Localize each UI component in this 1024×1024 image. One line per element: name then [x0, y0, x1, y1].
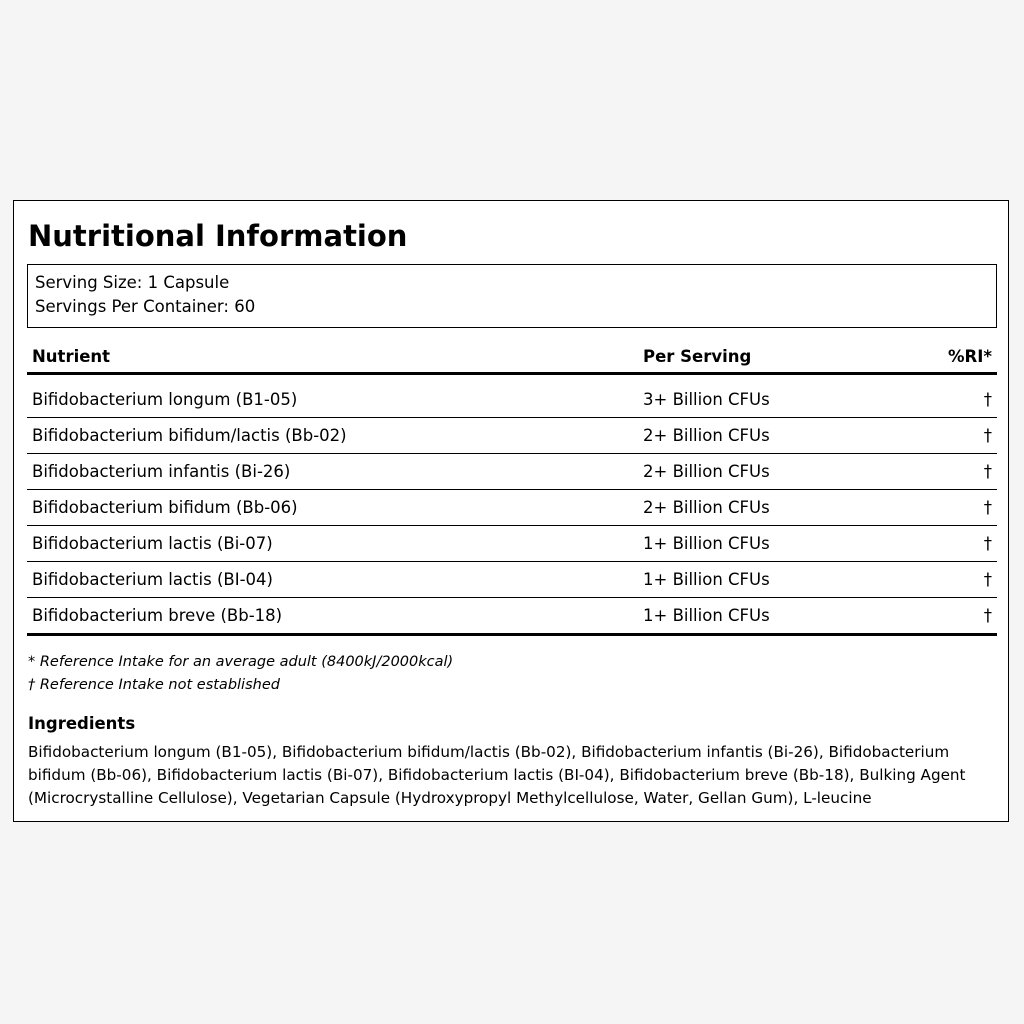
per-serving-cell: 1+ Billion CFUs	[643, 570, 770, 589]
nutrient-cell: Bifidobacterium infantis (Bi-26)	[32, 462, 291, 481]
nutrient-cell: Bifidobacterium lactis (Bi-07)	[32, 534, 273, 553]
ingredients-heading: Ingredients	[28, 714, 136, 733]
footnote-reference-intake: * Reference Intake for an average adult (8400kJ/2000kcal)	[28, 654, 454, 670]
header-per-serving: Per Serving	[643, 347, 752, 366]
ri-cell: †	[983, 462, 992, 481]
ingredients-text: Bifidobacterium longum (B1-05), Bifidobacterium bifidum/lactis (Bb-02), Bifidobacterium infantis (Bi-26), Bifidobacterium bifidum (Bb-06), Bifidobacterium lactis (Bi-07), Bifidobacterium lactis (BI-04), Bifidobacterium breve (Bb-18), Bulking Agent (Microcrystalline Cellulose), Vegetarian Capsule (Hydroxypropyl Methylcellulose, Water, Gellan Gum), L-leucine	[28, 743, 966, 807]
nutrient-cell: Bifidobacterium bifidum (Bb-06)	[32, 498, 298, 517]
page-title: Nutritional Information	[28, 219, 408, 253]
per-serving-cell: 3+ Billion CFUs	[643, 390, 770, 409]
nutrient-cell: Bifidobacterium breve (Bb-18)	[32, 606, 283, 625]
nutrient-table	[27, 341, 997, 636]
footnotes	[28, 651, 453, 697]
ri-cell: †	[983, 390, 992, 409]
nutrient-cell: Bifidobacterium lactis (BI-04)	[32, 570, 273, 589]
serving-info-box	[27, 264, 997, 328]
header-nutrient: Nutrient	[32, 347, 111, 366]
table-row	[27, 454, 997, 490]
ri-cell: †	[983, 498, 992, 517]
table-row	[27, 598, 997, 636]
nutrition-panel	[13, 200, 1009, 822]
per-serving-cell: 2+ Billion CFUs	[643, 498, 770, 517]
per-serving-cell: 2+ Billion CFUs	[643, 462, 770, 481]
ri-cell: †	[983, 570, 992, 589]
ri-cell: †	[983, 606, 992, 625]
table-row	[27, 418, 997, 454]
serving-size: Serving Size: 1 Capsule	[35, 273, 230, 292]
table-row	[27, 490, 997, 526]
per-serving-cell: 1+ Billion CFUs	[643, 534, 770, 553]
ri-cell: †	[983, 426, 992, 445]
nutrient-cell: Bifidobacterium bifidum/lactis (Bb-02)	[32, 426, 347, 445]
footnote-not-established: † Reference Intake not established	[28, 677, 280, 693]
header-ri: %RI*	[947, 347, 992, 366]
table-row	[27, 562, 997, 598]
servings-per-container: Servings Per Container: 60	[35, 297, 256, 316]
ri-cell: †	[983, 534, 992, 553]
nutrient-cell: Bifidobacterium longum (B1-05)	[32, 390, 298, 409]
per-serving-cell: 2+ Billion CFUs	[643, 426, 770, 445]
per-serving-cell: 1+ Billion CFUs	[643, 606, 770, 625]
table-body	[27, 382, 997, 636]
table-row	[27, 526, 997, 562]
table-header	[27, 341, 997, 375]
table-row	[27, 382, 997, 418]
